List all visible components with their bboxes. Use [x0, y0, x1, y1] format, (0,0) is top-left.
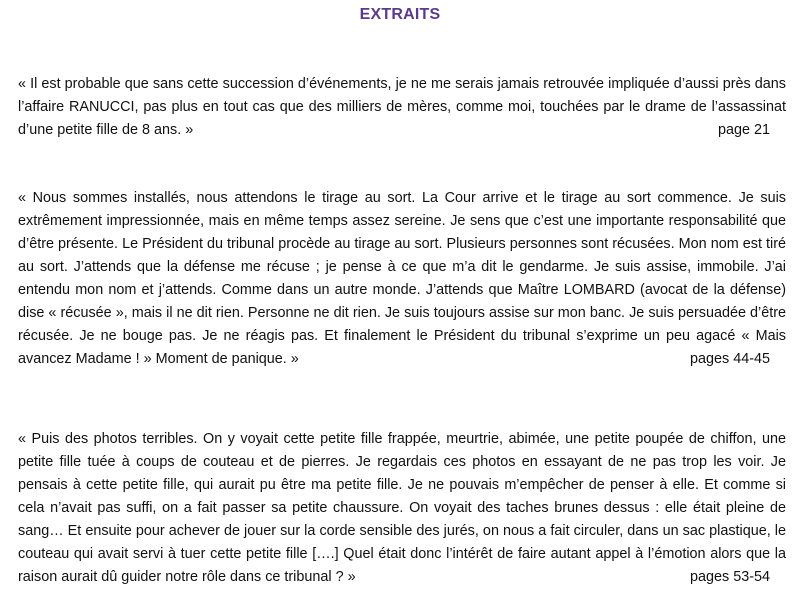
extract-page-reference: page 21: [717, 122, 770, 138]
extract-text: « Puis des photos terribles. On y voyait cette petite fille frappée, meurtrie, abimée, une petite poupée de chiffon, une petite fille tuée à coups de couteau et de pierres. Je regardais ces photos en essayant de ne pas trop les voir. Je pensais à cette petite fille, qui aurait pu être ma petite fille. Je ne pouvais m’empêcher de penser à elle. Et comme si cela n’avait pas suffi, on a fait passer sa petite chaussure. On voyait des taches brunes dessus : elle était pleine de sang… Et ensuite pour achever de jouer sur la corde sensible des jurés, on nous a fait circuler, dans un sac plastique, le couteau qui avait servi à tuer cette petite fille [….] Quel était donc l’intérêt de faire autant appel à l’émotion alors que la raison aurait dû guider notre rôle dans ce tribunal ? »: [18, 431, 786, 585]
extract-text: « Nous sommes installés, nous attendons le tirage au sort. La Cour arrive et le tirage au sort commence. Je suis extrêmement impressionnée, mais en même temps assez sereine. Je sens que c’est une importante responsabilité que d’être présente. Le Président du tribunal procède au tirage au sort. Plusieurs personnes sont récusées. Mon nom est tiré au sort. J’attends que la défense me récuse ; je pense à ce que m’a dit le gendarme. Je suis assise, immobile. J’ai entendu mon nom et j’attends. Comme dans un autre monde. J’attends que Maître LOMBARD (avocat de la défense) dise « récusée », mais il ne dit rien. Personne ne dit rien. Je suis toujours assise sur mon banc. Je suis persuadée d’être récusée. Je ne bouge pas. Je ne réagis pas. Et finalement le Président du tribunal s’exprime un peu agacé « Mais avancez Madame ! » Moment de panique. »: [18, 190, 786, 367]
extract-page-reference: pages 44-45: [689, 351, 770, 367]
extract-paragraph: [18, 428, 786, 589]
extract-paragraph: [18, 187, 786, 371]
page-title: EXTRAITS: [359, 6, 441, 23]
extract-text: « Il est probable que sans cette succession d’événements, je ne me serais jamais retrouvée impliquée d’aussi près dans l’affaire RANUCCI, pas plus en tout cas que des milliers de mères, comme moi, touchées par le drame de l’assassinat d’une petite fille de 8 ans. »: [18, 76, 786, 138]
extract-page-reference: pages 53-54: [689, 569, 770, 585]
extract-paragraph: [18, 73, 786, 142]
